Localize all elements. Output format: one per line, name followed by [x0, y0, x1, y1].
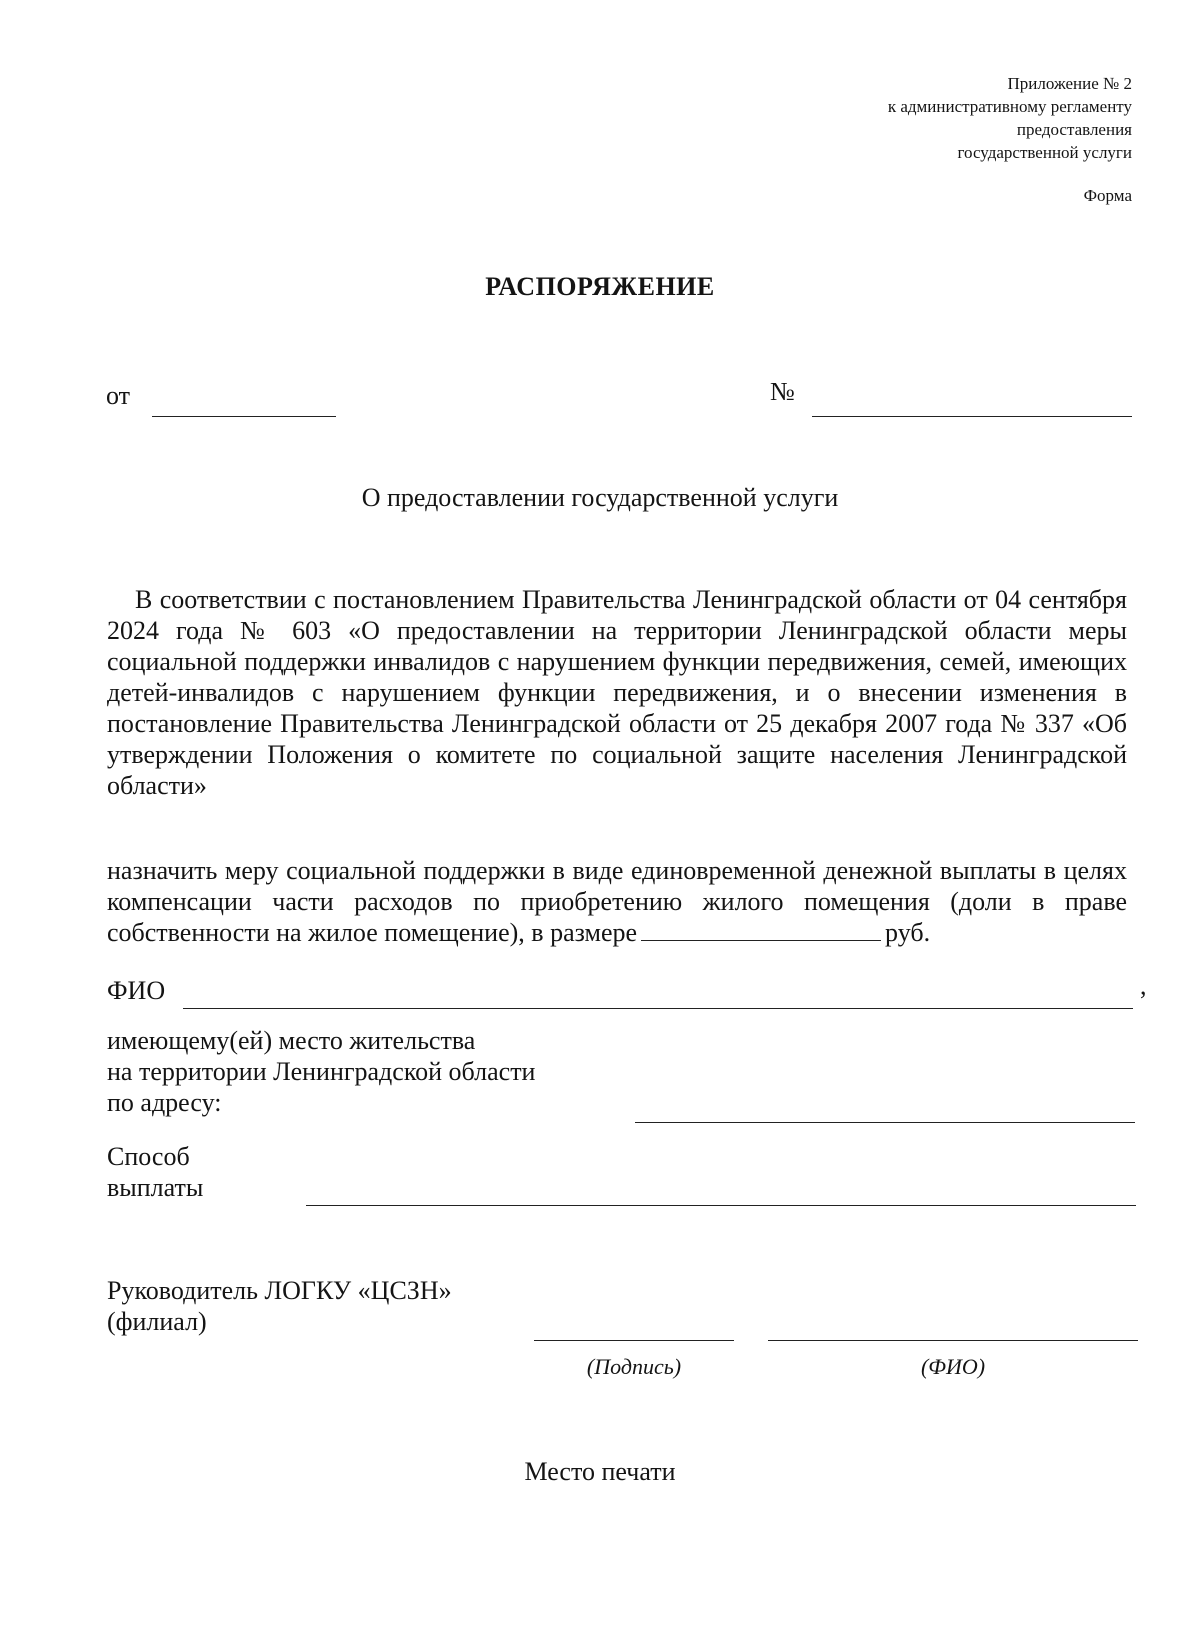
amount-blank-line: [641, 918, 881, 941]
assignment-paragraph: [107, 855, 1127, 948]
signature-blank-line: [534, 1340, 734, 1341]
annex-header: [888, 72, 1132, 164]
payment-line-1: Способ: [107, 1142, 190, 1171]
payment-blank-line: [306, 1205, 1136, 1206]
head-line-2: (филиал): [107, 1307, 207, 1336]
payment-method-block: [107, 1141, 203, 1203]
residence-line-2: на территории Ленинградской области: [107, 1057, 536, 1086]
head-line-1: Руководитель ЛОГКУ «ЦСЗН»: [107, 1276, 452, 1305]
date-label: от: [106, 381, 131, 410]
preamble-text: В соответствии с постановлением Правительства Ленинградской области от 04 сентября 2024 года № 603 «О предоставлении на территории Ленинградской области меры социальной поддержки инвалидов с нарушением функции передвижения, семей, имеющих детей-инвалидов с нарушением функции передвижения, и о внесении изменения в постановление Правительства Ленинградской области от 25 декабря 2007 года № 337 «Об утверждении Положения о комитете по социальной защите населения Ленинградской области»: [107, 585, 1127, 800]
signatory-name-blank-line: [768, 1340, 1138, 1341]
fio-label: ФИО: [107, 976, 166, 1005]
number-blank-line: [812, 416, 1132, 417]
currency-label: руб.: [885, 918, 931, 947]
residence-block: [107, 1025, 535, 1118]
address-blank-line: [635, 1122, 1135, 1123]
residence-line-3: по адресу:: [107, 1088, 222, 1117]
subject-heading: О предоставлении государственной услуги: [361, 483, 839, 512]
date-blank-line: [152, 416, 336, 417]
residence-line-1: имеющему(ей) место жительства: [107, 1026, 476, 1055]
document-title: РАСПОРЯЖЕНИЕ: [485, 272, 715, 301]
annex-line-2: к административному регламенту: [887, 97, 1132, 116]
seal-place-label: Место печати: [524, 1457, 676, 1486]
fio-blank-line: [183, 1008, 1133, 1009]
form-label: Форма: [1083, 186, 1132, 205]
payment-line-2: выплаты: [107, 1173, 204, 1202]
annex-line-1: Приложение № 2: [1007, 74, 1132, 93]
signature-caption: (Подпись): [586, 1354, 682, 1379]
annex-line-3: предоставления: [1016, 120, 1132, 139]
fio-comma: ,: [1140, 971, 1147, 1000]
assignment-text: назначить меру социальной поддержки в виде единовременной денежной выплаты в целях компенсации части расходов по приобретению жилого помещения (доли в праве собственности на жилое помещение), в размере: [107, 856, 1127, 947]
head-signatory-block: [107, 1275, 452, 1337]
preamble-paragraph: [107, 584, 1127, 801]
number-label: №: [770, 377, 795, 406]
annex-line-4: государственной услуги: [957, 143, 1132, 162]
name-caption: (ФИО): [920, 1354, 986, 1379]
